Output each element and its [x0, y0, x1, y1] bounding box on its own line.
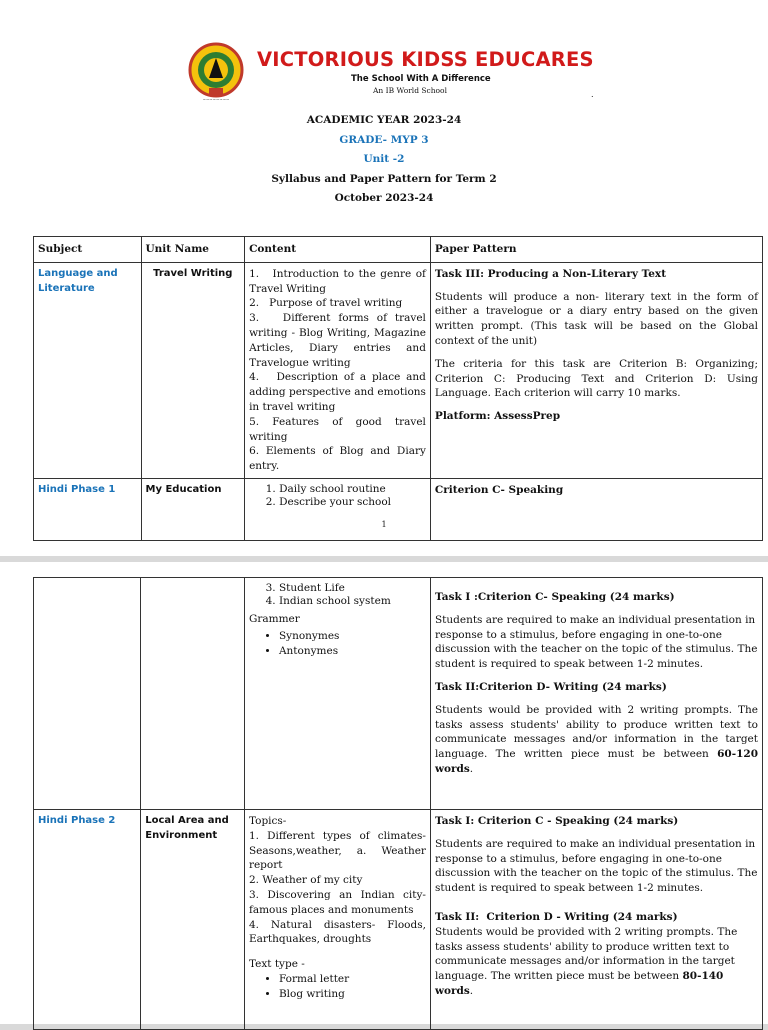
task-criteria: The criteria for this task are Criterion B: Organizing; Criterion C: Producing Text and Criterion D: Using Language. Each criterion will carry 10 marks. [434, 357, 758, 400]
syllabus-title: Syllabus and Paper Pattern for Term 2 [271, 172, 497, 185]
trailing-mark: . [591, 90, 594, 99]
table-header-row [34, 237, 763, 263]
unit-cell: Travel Writing [141, 262, 245, 478]
text-type-label: Text type - [248, 958, 305, 971]
document-titles [0, 112, 768, 210]
header-subject: Subject [34, 237, 142, 263]
syllabus-table-page-2 [33, 577, 763, 1030]
syllabus-table-page-1 [33, 236, 763, 541]
list-item: • Synonymes [279, 629, 426, 644]
page-number: 1 [381, 520, 387, 529]
task-title: Task I :Criterion C- Speaking (24 marks) [434, 591, 675, 603]
school-name: VICTORIOUS KIDSS EDUCARES [257, 48, 594, 71]
unit-cell: Local Area and Environment [141, 810, 245, 1030]
content-cell [244, 578, 430, 810]
content-line: 5. Features of good travel writing [249, 415, 426, 443]
content-line: 3. Different forms of travel writing - Blog Writing, Magazine Articles, Diary entries and Travelogue writing [249, 312, 426, 369]
task-description: Students will produce a non- literary text in the form of either a travelogue or a diary entry based on the given written prompt. (This task will be based on the Global context of the unit) [434, 290, 758, 347]
subject-cell: Hindi Phase 2 [34, 810, 141, 1030]
list-item: • Antonymes [279, 644, 426, 659]
table-row [34, 262, 763, 478]
list-item: • Blog writing [279, 987, 426, 1002]
table-row [34, 478, 763, 540]
content-line: 2. Purpose of travel writing [249, 297, 403, 310]
content-line: 1. Different types of climates- Seasons,weather, a. Weather report [248, 829, 426, 872]
subject-cell: Language and Literature [34, 262, 142, 478]
school-header [187, 42, 607, 104]
task-description: Students are required to make an individual presentation in response to a stimulus, before engaging in one-to-one discussion with the teacher on the topic of the stimulus. The student is required to speak between 1-2 minutes. [434, 837, 758, 895]
content-line: 4. Natural disasters- Floods, Earthquakes, droughts [248, 918, 426, 946]
task-description: Students would be provided with 2 writing prompts. The tasks assess students' ability to produce written text to communicate messages and/or information in the target language. The written piece must be between 60-120 words. [434, 703, 758, 775]
header-unit-name: Unit Name [141, 237, 245, 263]
document-page-2 [0, 562, 768, 1024]
subject-cell: Hindi Phase 1 [34, 478, 142, 540]
topics-label: Topics- [248, 815, 287, 827]
table-row [34, 810, 763, 1030]
content-line: 2. Weather of my city [248, 874, 363, 887]
ib-world-school: An IB World School [373, 86, 447, 95]
task-description: Students are required to make an individual presentation in response to a stimulus, before engaging in one-to-one discussion with the teacher on the topic of the stimulus. The student is required to speak between 1-2 minutes. [434, 613, 758, 671]
list-item: 1. Daily school routine [279, 483, 426, 496]
grammar-label: Grammer [248, 613, 300, 625]
task-title: Task III: Producing a Non-Literary Text [434, 267, 667, 280]
task-description: Students would be provided with 2 writing prompts. The tasks assess students' ability to produce written text to communicate messages and/or information in the target language. The written piece must be between 80-140 words. [434, 925, 738, 997]
paper-pattern-cell [430, 262, 762, 478]
task-title: Task I: Criterion C - Speaking (24 marks) [434, 815, 679, 827]
subject-cell [34, 578, 141, 810]
school-logo-icon [187, 42, 245, 102]
task-title: Task II:Criterion D- Writing (24 marks) [434, 680, 667, 693]
list-item: 4. Indian school system [279, 595, 426, 608]
platform-label: Platform: AssessPrep [434, 410, 561, 423]
school-tagline: The School With A Difference [351, 74, 491, 84]
content-line: 6. Elements of Blog and Diary entry. [249, 445, 426, 473]
svg-text:~~~~~~~~: ~~~~~~~~ [202, 97, 230, 102]
paper-pattern-cell [430, 578, 762, 810]
header-content: Content [245, 237, 431, 263]
paper-pattern-cell: Criterion C- Speaking [430, 478, 762, 540]
paper-pattern-cell [430, 810, 762, 1030]
content-cell [245, 262, 431, 478]
unit-cell [141, 578, 245, 810]
content-cell [244, 810, 430, 1030]
unit-title: Unit -2 [363, 153, 405, 166]
list-item: • Formal letter [279, 972, 426, 987]
list-item: 3. Student Life [279, 582, 426, 595]
task-title: Task II: Criterion D - Writing (24 marks) [434, 910, 678, 923]
content-line: 1. Introduction to the genre of Travel Writing [249, 267, 426, 295]
list-item: 2. Describe your school [279, 496, 426, 509]
header-paper-pattern: Paper Pattern [430, 237, 762, 263]
content-line: 4. Description of a place and adding perspective and emotions in travel writing [249, 371, 426, 413]
unit-cell: My Education [141, 478, 245, 540]
table-row [34, 578, 763, 810]
month-title: October 2023-24 [334, 192, 434, 205]
academic-year: ACADEMIC YEAR 2023-24 [306, 114, 462, 126]
content-cell [245, 478, 431, 540]
content-line: 3. Discovering an Indian city- famous places and monuments [248, 888, 426, 916]
grade-title: GRADE- MYP 3 [339, 133, 429, 146]
